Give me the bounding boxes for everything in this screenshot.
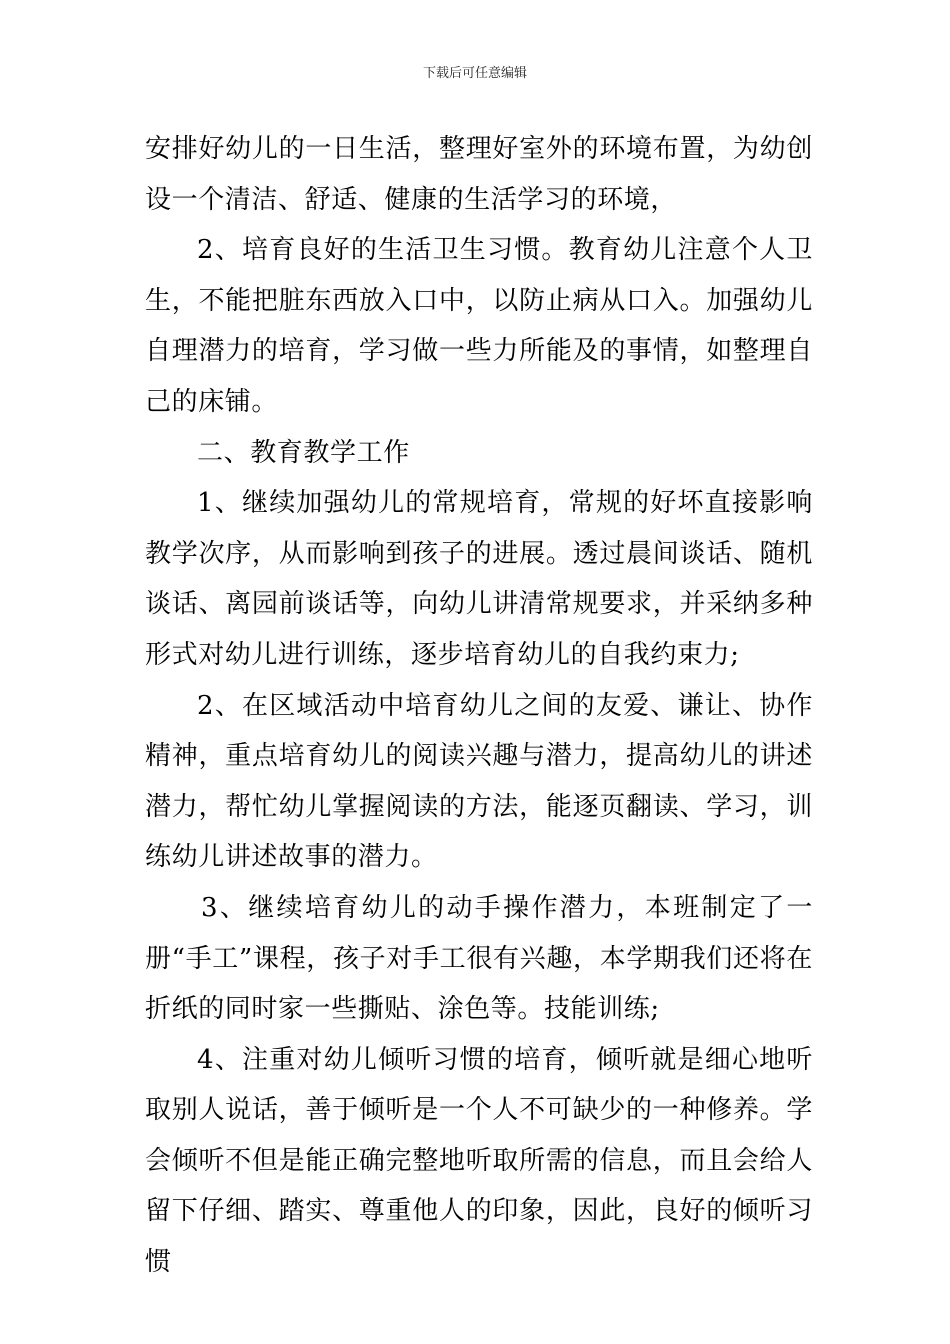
section-heading-teaching-work: 二、教育教学工作 (197, 437, 410, 468)
paragraph-listening-habits: 4、注重对幼儿倾听习惯的培育，倾听就是细心地听取别人说话，善于倾听是一个人不可缺少的一种修养。学会倾听不但是能正确完整地听取所需的信息，而且会给人留下仔细、踏实、尊重他人的印象，因此，良好的倾听习惯 (145, 1044, 813, 1278)
paragraph-daily-life: 安排好幼儿的一日生活，整理好室外的环境布置，为幼创设一个清洁、舒适、健康的生活学习的环境， (145, 134, 813, 215)
paragraph-hygiene-habits: 2、培育良好的生活卫生习惯。教育幼儿注意个人卫生，不能把脏东西放入口中，以防止病从口入。加强幼儿自理潜力的培育，学习做一些力所能及的事情，如整理自己的床铺。 (145, 235, 813, 417)
document-body (145, 124, 813, 1288)
paragraph-routine-training: 1、继续加强幼儿的常规培育，常规的好坏直接影响教学次序，从而影响到孩子的进展。透过晨间谈话、随机谈话、离园前谈话等，向幼儿讲清常规要求，并采纳多种形式对幼儿进行训练，逐步培育幼儿的自我约束力; (145, 488, 813, 670)
paragraph-area-activities: 2、在区域活动中培育幼儿之间的友爱、谦让、协作精神，重点培育幼儿的阅读兴趣与潜力，提高幼儿的讲述潜力，帮忙幼儿掌握阅读的方法，能逐页翻读、学习，训练幼儿讲述故事的潜力。 (145, 690, 813, 873)
page-header: 下载后可任意编辑 (422, 66, 527, 81)
paragraph-handcraft: 3、继续培育幼儿的动手操作潜力，本班制定了一册“手工”课程，孩子对手工很有兴趣，本学期我们还将在折纸的同时家一些撕贴、涂色等。技能训练; (145, 892, 813, 1025)
